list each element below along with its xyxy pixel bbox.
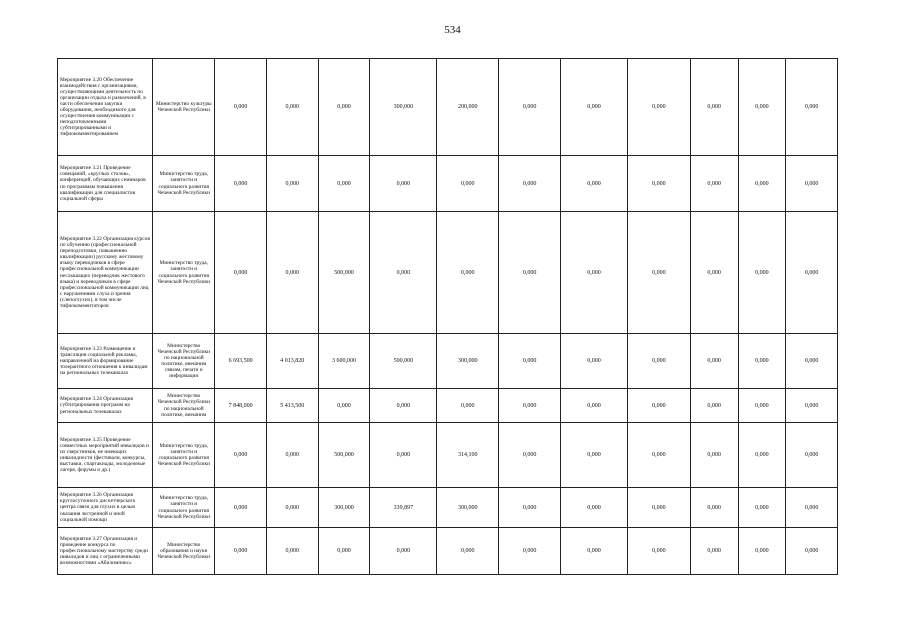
value-cell: 0,000 [738, 212, 786, 334]
activity-description: Мероприятие 3.27 Организация и проведение конкурса по профессиональному мастерству среди инвалидов и лиц с ограниченными возможностями «Абилимпикс» [58, 528, 153, 575]
value-cell: 0,000 [561, 334, 628, 389]
value-cell: 0,000 [215, 528, 267, 575]
value-cell: 0,000 [370, 389, 437, 423]
activity-description: Мероприятие 3.25 Проведение совместных мероприятий инвалидов и их сверстников, не имеющих инвалидности (фестивали, конкурсы, выставки, спартакиады, молодежные лагеря, форумы и др.) [58, 423, 153, 488]
value-cell: 200,000 [437, 59, 499, 156]
value-cell: 3 600,000 [318, 334, 370, 389]
value-cell: 0,000 [499, 156, 561, 212]
value-cell: 0,000 [786, 212, 838, 334]
value-cell: 0,000 [786, 488, 838, 528]
value-cell: 0,000 [738, 389, 786, 423]
value-cell: 0,000 [561, 528, 628, 575]
table-row [58, 389, 838, 423]
value-cell: 4 013,820 [266, 334, 318, 389]
table-row [58, 528, 838, 575]
value-cell: 0,000 [690, 423, 738, 488]
activity-description: Мероприятие 3.20 Обеспечение взаимодействия с организациями, осуществляющими деятельность по организации отдыха и развлечений, в части обеспечения закупки оборудования, необходимого для осуществления коммуникации с неподготовленными субтитрированными и тифлокомментированием [58, 59, 153, 156]
value-cell: 0,000 [215, 212, 267, 334]
value-cell: 0,000 [266, 212, 318, 334]
value-cell: 0,000 [561, 156, 628, 212]
table-row [58, 488, 838, 528]
responsible-organization: Министерство труда, занятости и социального развития Чеченской Республики [153, 212, 215, 334]
value-cell: 0,000 [318, 59, 370, 156]
value-cell: 300,000 [437, 334, 499, 389]
budget-table [57, 58, 838, 575]
value-cell: 0,000 [627, 423, 690, 488]
value-cell: 0,000 [561, 389, 628, 423]
value-cell: 0,000 [627, 156, 690, 212]
value-cell: 500,000 [318, 212, 370, 334]
value-cell: 500,000 [370, 334, 437, 389]
value-cell: 300,000 [437, 488, 499, 528]
value-cell: 0,000 [561, 59, 628, 156]
activity-description: Мероприятие 3.22 Организация курсов по обучению (профессиональной переподготовки, повышению квалификации) русскому жестовому языку переводчиков в сфере профессиональной коммуникации неслышащих (переводчик жестового языка) и переводчиков в сфере профессиональной коммуникации лиц с нарушениями слуха и зрения (слепоглухих), в том числе тифлокомментаторов [58, 212, 153, 334]
value-cell: 0,000 [738, 423, 786, 488]
value-cell: 300,000 [318, 488, 370, 528]
value-cell: 0,000 [437, 212, 499, 334]
value-cell: 0,000 [690, 528, 738, 575]
value-cell: 339,897 [370, 488, 437, 528]
value-cell: 5 413,500 [266, 389, 318, 423]
value-cell: 0,000 [499, 59, 561, 156]
value-cell: 0,000 [215, 59, 267, 156]
value-cell: 0,000 [690, 488, 738, 528]
value-cell: 314,100 [437, 423, 499, 488]
value-cell: 7 848,000 [215, 389, 267, 423]
value-cell: 0,000 [370, 156, 437, 212]
activity-description: Мероприятие 3.24 Организация субтитрирования программ на региональных телеканалах [58, 389, 153, 423]
table-row [58, 59, 838, 156]
value-cell: 0,000 [499, 212, 561, 334]
value-cell: 0,000 [690, 59, 738, 156]
value-cell: 0,000 [318, 156, 370, 212]
value-cell: 0,000 [437, 528, 499, 575]
value-cell: 0,000 [786, 59, 838, 156]
value-cell: 0,000 [627, 334, 690, 389]
value-cell: 0,000 [627, 212, 690, 334]
value-cell: 300,000 [370, 59, 437, 156]
table-row [58, 423, 838, 488]
responsible-organization: Министерство труда, занятости и социального развития Чеченской Республики [153, 156, 215, 212]
value-cell: 0,000 [370, 423, 437, 488]
value-cell: 0,000 [561, 212, 628, 334]
value-cell: 0,000 [627, 528, 690, 575]
activity-description: Мероприятие 3.26 Организация круглосуточного диспетчерского центра связи для глухих в целью оказания экстренной и иной социальной помощи [58, 488, 153, 528]
value-cell: 0,000 [690, 212, 738, 334]
value-cell: 0,000 [627, 59, 690, 156]
value-cell: 0,000 [738, 334, 786, 389]
value-cell: 0,000 [266, 528, 318, 575]
table-row [58, 156, 838, 212]
page-number: 534 [444, 24, 461, 36]
activity-description: Мероприятие 3.23 Размещение и трансляция социальной рекламы, направленной на формирование толерантного отношения к инвалидам на региональных телеканалах [58, 334, 153, 389]
value-cell: 0,000 [627, 488, 690, 528]
value-cell: 0,000 [318, 389, 370, 423]
value-cell: 0,000 [627, 389, 690, 423]
value-cell: 0,000 [786, 156, 838, 212]
responsible-organization: Министерство культуры Чеченской Республики [153, 59, 215, 156]
value-cell: 0,000 [690, 334, 738, 389]
value-cell: 0,000 [499, 488, 561, 528]
value-cell: 0,000 [370, 528, 437, 575]
value-cell: 0,000 [499, 423, 561, 488]
value-cell: 0,000 [561, 423, 628, 488]
value-cell: 0,000 [437, 389, 499, 423]
responsible-organization: Министерство труда, занятости и социального развития Чеченской Республики [153, 488, 215, 528]
value-cell: 0,000 [738, 59, 786, 156]
value-cell: 0,000 [215, 488, 267, 528]
responsible-organization: Министерство образования и науки Чеченской Республики [153, 528, 215, 575]
value-cell: 0,000 [318, 528, 370, 575]
value-cell: 0,000 [786, 528, 838, 575]
value-cell: 0,000 [786, 334, 838, 389]
table-row [58, 334, 838, 389]
value-cell: 0,000 [266, 156, 318, 212]
value-cell: 0,000 [499, 389, 561, 423]
value-cell: 0,000 [786, 423, 838, 488]
value-cell: 0,000 [690, 389, 738, 423]
value-cell: 0,000 [561, 488, 628, 528]
responsible-organization: Министерство труда, занятости и социального развития Чеченской Республики [153, 423, 215, 488]
value-cell: 0,000 [266, 59, 318, 156]
value-cell: 0,000 [215, 156, 267, 212]
value-cell: 0,000 [738, 488, 786, 528]
value-cell: 0,000 [437, 156, 499, 212]
value-cell: 0,000 [786, 389, 838, 423]
value-cell: 0,000 [738, 156, 786, 212]
responsible-organization: Министерство Чеченской Республики по национальной политике, внешним [153, 389, 215, 423]
value-cell: 0,000 [370, 212, 437, 334]
value-cell: 0,000 [215, 423, 267, 488]
value-cell: 0,000 [266, 423, 318, 488]
value-cell: 0,000 [499, 334, 561, 389]
responsible-organization: Министерство Чеченской Республики по национальной политике, внешним связям, печати и информации [153, 334, 215, 389]
value-cell: 500,000 [318, 423, 370, 488]
value-cell: 0,000 [690, 156, 738, 212]
value-cell: 6 693,500 [215, 334, 267, 389]
table-row [58, 212, 838, 334]
activity-description: Мероприятие 3.21 Проведение совещаний, «круглых столов», конференций, обучающих семинаров по программам повышения квалификации для специалистов социальной сферы [58, 156, 153, 212]
value-cell: 0,000 [266, 488, 318, 528]
value-cell: 0,000 [738, 528, 786, 575]
value-cell: 0,000 [499, 528, 561, 575]
